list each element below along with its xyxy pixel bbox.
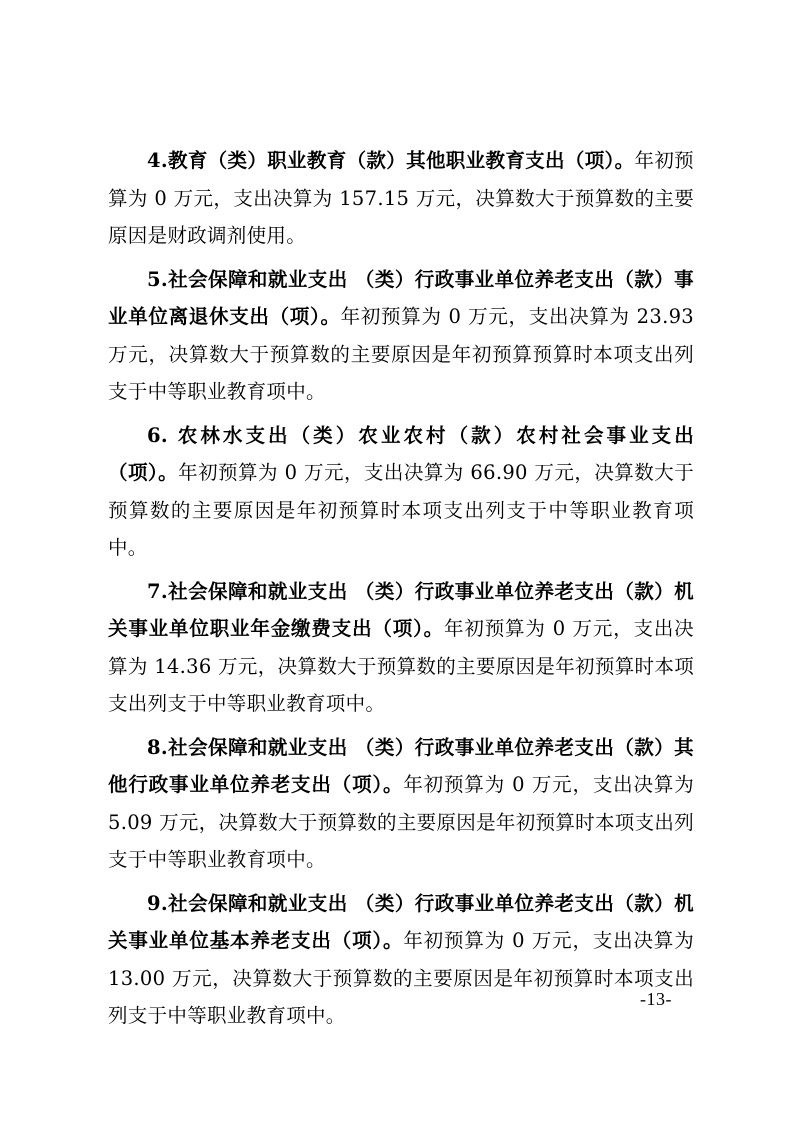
paragraph-heading: 9.社会保障和就业支出 （类）行政事业单位养老支出（款）机关事业单位基本养老支出（项）。 [108,891,694,952]
paragraph-body: 年初预算为 0 万元，支出决算为 157.15 万元，决算数大于预算数的主要原因是财政调剂使用。 [108,149,694,247]
paragraph-item-8 [108,729,694,879]
paragraph-heading: 4.教育（类）职业教育（款）其他职业教育支出（项）。 [147,149,635,172]
paragraph-body: 年初预算为 0 万元，支出决算为 13.00 万元，决算数大于预算数的主要原因是年初预算时本项支出列支于中等职业教育项中。 [108,929,694,1027]
paragraph-heading: 5.社会保障和就业支出 （类）行政事业单位养老支出（款）事业单位离退休支出（项）。 [108,267,694,328]
paragraph-body: 年初预算为 0 万元，支出决算为 14.36 万元，决算数大于预算数的主要原因是年初预算时本项支出列支于中等职业教育项中。 [108,617,694,715]
paragraph-item-7 [108,573,694,723]
paragraph-body: 年初预算为 0 万元，支出决算为 23.93 万元，决算数大于预算数的主要原因是年初预算预算时本项支出列支于中等职业教育项中。 [108,305,694,403]
paragraph-item-6 [108,417,694,567]
paragraph-item-4 [108,142,694,255]
paragraph-body: 年初预算为 0 万元，支出决算为 5.09 万元，决算数大于预算数的主要原因是年初预算时本项支出列支于中等职业教育项中。 [108,773,694,871]
paragraph-heading: 7.社会保障和就业支出 （类）行政事业单位养老支出（款）机关事业单位职业年金缴费支出（项）。 [108,579,694,640]
paragraph-heading: 6. 农林水支出（类）农业农村（款）农村社会事业支出（项）。 [108,423,694,484]
paragraph-item-9 [108,885,694,1035]
paragraph-body: 年初预算为 0 万元，支出决算为 66.90 万元，决算数大于预算数的主要原因是年初预算时本项支出列支于中等职业教育项中。 [108,461,694,559]
page-number: -13- [640,989,672,1009]
paragraph-heading: 8.社会保障和就业支出 （类）行政事业单位养老支出（款）其他行政事业单位养老支出（项）。 [108,735,694,796]
document-body [108,142,694,1041]
paragraph-item-5 [108,261,694,411]
